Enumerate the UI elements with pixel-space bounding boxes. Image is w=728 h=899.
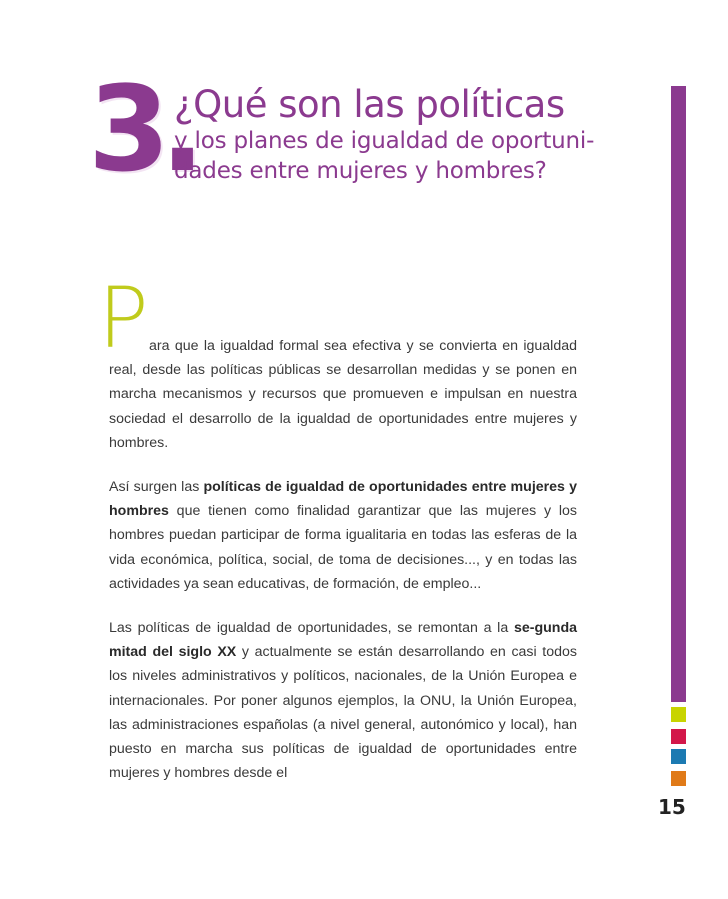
orange-color-swatch	[671, 771, 686, 786]
red-color-swatch	[671, 729, 686, 744]
paragraph-2	[109, 475, 577, 596]
chapter-title-line-2: y los planes de igualdad de oportuni-	[174, 128, 595, 154]
body-text	[109, 334, 577, 805]
blue-color-swatch	[671, 749, 686, 764]
chapter-number: 3.	[88, 60, 195, 198]
paragraph-3-emphasis: se-gunda mitad del siglo XX	[109, 620, 577, 661]
chapter-title-line-1: ¿Qué son las políticas	[174, 83, 565, 126]
paragraph-3-text: y actualmente se están desarrollando en casi todos los niveles administrativos y políticos, nacionales, de la Unión Europea e internacionales. Por poner algunos ejemplos, la ONU, la Unión Europea, las administraciones españolas (a nivel general, autonómico y local), han puesto en marcha sus políticas de igualdad de oportunidades entre mujeres y hombres desde el	[109, 644, 578, 782]
paragraph-3	[109, 616, 577, 785]
paragraph-1-text: ara que la igualdad formal sea efectiva y se convierta en igualdad real, desde las políticas públicas se desarrollan medidas y se ponen en marcha mecanismos y recursos que promueven e impulsan en nuestra sociedad el desarrollo de la igualdad de oportunidades entre mujeres y hombres.	[109, 338, 577, 451]
paragraph-2-emphasis: políticas de igualdad de oportunidades entre mujeres y hombres	[109, 479, 577, 520]
chapter-title	[174, 84, 614, 186]
decorative-side-bar	[671, 86, 686, 702]
paragraph-2-intro: Así surgen las	[109, 479, 204, 496]
paragraph-3-intro: Las políticas de igualdad de oportunidades, se remontan a la	[109, 620, 514, 637]
chapter-title-line-3: dades entre mujeres y hombres?	[174, 158, 547, 184]
page-number: 15	[658, 795, 686, 819]
drop-cap: P	[98, 269, 149, 367]
paragraph-1	[109, 334, 577, 455]
paragraph-2-text: que tienen como finalidad garantizar que las mujeres y los hombres puedan participar de forma igualitaria en todas las esferas de la vida económica, política, social, de toma de decisiones..., y en todas las actividades ya sean educativas, de formación, de empleo...	[109, 503, 577, 592]
lime-color-swatch	[671, 707, 686, 722]
